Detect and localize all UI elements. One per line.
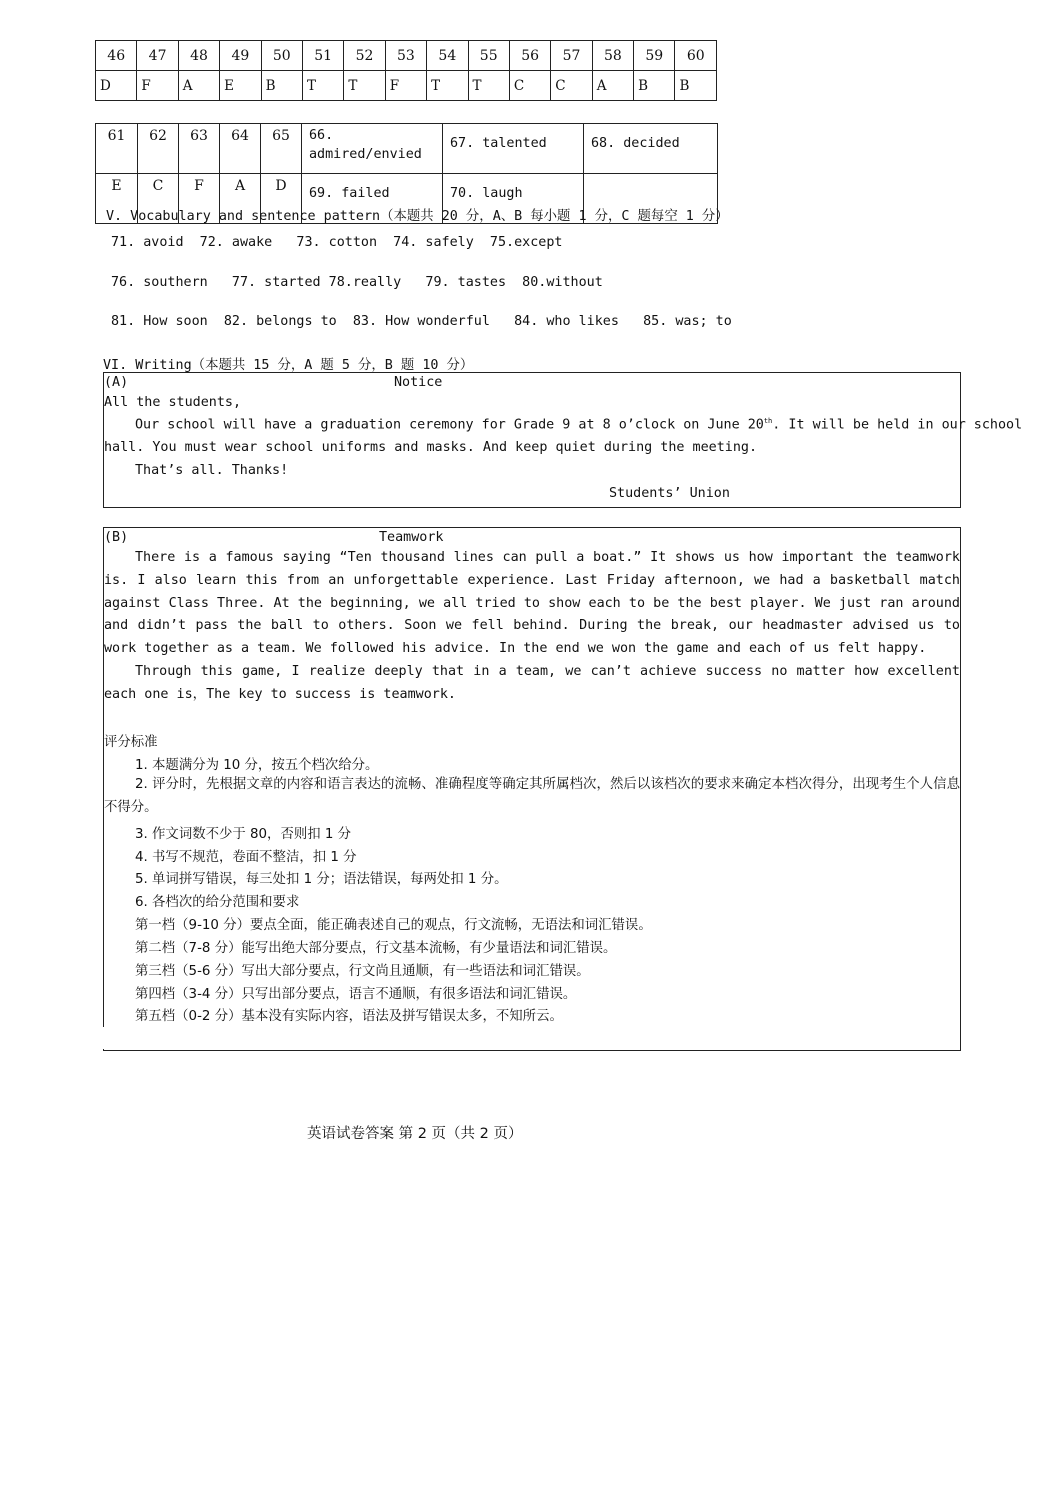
rubric-item: 3. 作文词数不少于 80，否则扣 1 分 xyxy=(135,827,352,842)
answer-cell: B xyxy=(261,71,302,101)
rubric-level: 第一档（9-10 分）要点全面，能正确表述自己的观点，行文流畅，无语法和词汇错误。 xyxy=(135,918,652,933)
section-5-row: 76. southern 77. started 78.really 79. tastes 80.without xyxy=(111,275,603,290)
essay-line: hall. You must wear school uniforms and masks. And keep quiet during the meeting. xyxy=(104,440,758,455)
answer-cell: T xyxy=(302,71,343,101)
rubric-title: 评分标准 xyxy=(104,735,158,750)
answer-cell: C xyxy=(551,71,592,101)
essay-label: (B) xyxy=(104,530,129,545)
question-number: 47 xyxy=(137,41,178,71)
table-row xyxy=(96,41,717,71)
rubric-level: 第五档（0-2 分）基本没有实际内容，语法及拼写错误太多，不知所云。 xyxy=(135,1009,563,1024)
question-number: 48 xyxy=(178,41,219,71)
question-number: 49 xyxy=(220,41,261,71)
answer-66-text: 66. admired/envied xyxy=(309,128,422,162)
table-row xyxy=(96,124,718,174)
section-6-heading: VI. Writing（本题共 15 分，A 题 5 分，B 题 10 分） xyxy=(103,358,474,373)
essay-paragraph: There is a famous saying “Ten thousand lines can pull a boat.” It shows us how important the teamwork is. I also learn this from an unforgettable experience. Last Friday afternoon, we had a basketball match against Class Three. At the beginning, we all tried to show each to be the best player. We just ran around and didn’t pass the ball to others. Soon we fell behind. During the break, our headmaster advised us to work together as a team. We followed his advice. In the end we won the game and each of us felt happy. xyxy=(104,550,960,657)
border-gap xyxy=(103,1027,104,1049)
section-5-row: 71. avoid 72. awake 73. cotton 74. safely 75.except xyxy=(111,235,563,250)
answer-cell: T xyxy=(344,71,385,101)
answer-68: 68. decided xyxy=(584,124,718,174)
answer-cell: C xyxy=(138,174,179,224)
answer-cell: A xyxy=(178,71,219,101)
answer-cell: A xyxy=(220,174,261,224)
rubric-item: 1. 本题满分为 10 分，按五个档次给分。 xyxy=(135,758,379,773)
question-number: 64 xyxy=(220,124,261,174)
question-number: 60 xyxy=(675,41,717,71)
question-number: 59 xyxy=(634,41,675,71)
essay-line: That’s all. Thanks! xyxy=(135,463,289,478)
essay-signature: Students’ Union xyxy=(609,486,730,501)
superscript: th xyxy=(763,417,773,425)
question-number: 65 xyxy=(261,124,302,174)
question-number: 57 xyxy=(551,41,592,71)
table-row xyxy=(96,71,717,101)
answer-table-46-60 xyxy=(95,40,717,101)
essay-line-text: Our school will have a graduation ceremony for Grade 9 at 8 o’clock on June 20 xyxy=(135,417,764,433)
essay-salutation: All the students, xyxy=(104,395,242,410)
answer-cell: D xyxy=(261,174,302,224)
answer-cell: T xyxy=(427,71,468,101)
question-number: 50 xyxy=(261,41,302,71)
question-number: 52 xyxy=(344,41,385,71)
answer-cell: F xyxy=(137,71,178,101)
question-number: 51 xyxy=(302,41,343,71)
rubric-item: 5. 单词拼写错误，每三处扣 1 分；语法错误，每两处扣 1 分。 xyxy=(135,872,508,887)
answer-cell: B xyxy=(675,71,717,101)
question-number: 61 xyxy=(96,124,138,174)
rubric-item: 2. 评分时，先根据文章的内容和语言表达的流畅、准确程度等确定其所属档次，然后以该档次的要求来确定本档次得分，出现考生个人信息不得分。 xyxy=(104,777,960,815)
question-number: 53 xyxy=(385,41,426,71)
answer-cell: E xyxy=(96,174,138,224)
rubric-item: 6. 各档次的给分范围和要求 xyxy=(135,895,300,910)
essay-line-text: . It will be held in our school xyxy=(772,417,1023,433)
answer-70: 70. laugh xyxy=(443,174,584,224)
answer-cell: T xyxy=(468,71,509,101)
question-number: 62 xyxy=(138,124,179,174)
question-number: 56 xyxy=(509,41,550,71)
essay-line xyxy=(135,417,1022,432)
question-number: 46 xyxy=(96,41,137,71)
page-footer: 英语试卷答案 第 2 页（共 2 页） xyxy=(307,1126,523,1142)
essay-title: Notice xyxy=(394,375,443,390)
question-number: 54 xyxy=(427,41,468,71)
question-number: 63 xyxy=(179,124,220,174)
answer-69: 69. failed xyxy=(302,174,443,224)
answer-67: 67. talented xyxy=(443,124,584,174)
answer-cell: F xyxy=(179,174,220,224)
rubric-item: 4. 书写不规范，卷面不整洁，扣 1 分 xyxy=(135,850,357,865)
answer-cell: E xyxy=(220,71,261,101)
answer-cell: A xyxy=(592,71,633,101)
answer-66 xyxy=(302,124,443,174)
answer-cell: D xyxy=(96,71,137,101)
rubric-level: 第四档（3-4 分）只写出部分要点，语言不通顺，有很多语法和词汇错误。 xyxy=(135,987,577,1002)
essay-label: (A) xyxy=(104,375,129,390)
essay-paragraph: Through this game, I realize deeply that in a team, we can’t achieve success no matter how excellent each one is，The key to success is teamwork. xyxy=(104,664,960,702)
essay-title: Teamwork xyxy=(379,530,444,545)
answer-cell: C xyxy=(509,71,550,101)
essay-b-box xyxy=(103,527,961,1051)
essay-a-box xyxy=(103,372,1023,508)
rubric-level: 第三档（5-6 分）写出大部分要点，行文尚且通顺，有一些语法和词汇错误。 xyxy=(135,964,590,979)
answer-cell: B xyxy=(634,71,675,101)
section-5-heading: V. Vocabulary and sentence pattern（本题共 20 分，A、B 每小题 1 分，C 题每空 1 分） xyxy=(106,209,729,224)
answer-cell: F xyxy=(385,71,426,101)
rubric-level: 第二档（7-8 分）能写出绝大部分要点，行文基本流畅，有少量语法和词汇错误。 xyxy=(135,941,617,956)
section-5-row: 81. How soon 82. belongs to 83. How wonderful 84. who likes 85. was; to xyxy=(111,314,732,329)
question-number: 55 xyxy=(468,41,509,71)
question-number: 58 xyxy=(592,41,633,71)
